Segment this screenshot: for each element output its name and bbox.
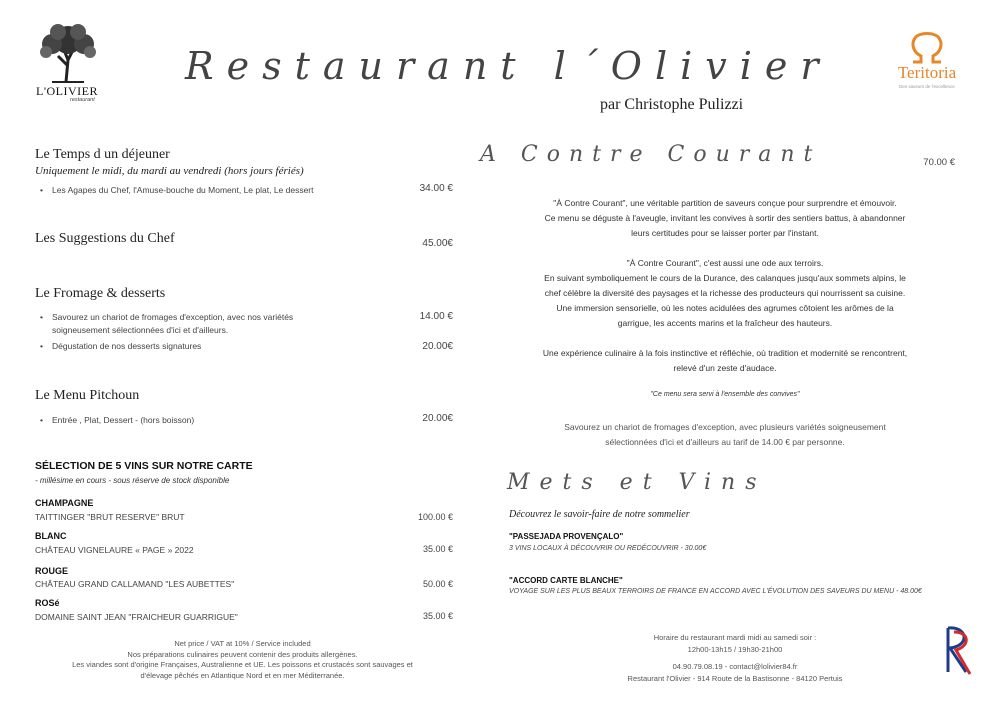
para-line: sélectionnées d'ici et d'ailleurs au tarif de 14.00 € par personne. [605,437,845,447]
pitchoun-title: Le Menu Pitchoun [35,388,140,403]
pitchoun-price: 20.00€ [422,413,453,424]
footer-line: 04.90.79.08.19 - contact@lolivier84.fr [672,662,798,671]
republique-r-icon [940,624,976,676]
para-line: Une expérience culinaire à la fois instinctive et réfléchie, où tradition et modernité se rencontrent, [542,348,908,358]
para-line: En suivant symboliquement le cours de la Durance, des calanques jusqu'aux sommets alpins, le [544,273,906,283]
footer-line: Les viandes sont d'origine Françaises, Australienne et UE. Les poissons et crustacés sont sauvages et [72,660,413,669]
footer-line: 12h00-13h15 / 19h30-21h00 [687,644,783,654]
dejeuner-subtitle: Uniquement le midi, du mardi au vendredi (hors jours fériés) [35,165,304,177]
fromage-item-1-line2: soigneusement sélectionnées d'ici et d'ailleurs. [52,325,229,335]
olive-tree-icon [28,22,108,84]
wine-category: CHAMPAGNE [35,498,94,508]
contre-courant-para-4 [490,420,960,450]
wine-name: DOMAINE SAINT JEAN "FRAICHEUR GUARRIGUE" [35,612,238,622]
omega-icon [907,30,947,64]
pitchoun-item: • Entrée , Plat, Dessert - (hors boisson) [52,414,194,427]
para-line: relevé d'un zeste d'audace. [673,363,777,373]
para-line: "À Contre Courant", c'est aussi une ode aux terroirs. [626,258,824,268]
footer-line: Horaire du restaurant mardi midi au samedi soir : [653,633,817,642]
para-line: Une immersion sensorielle, où les notes acidulées des agrumes côtoient les arômes de la [556,303,894,313]
wine-name: CHÂTEAU GRAND CALLAMAND "LES AUBETTES" [35,579,235,589]
fromage-item-1-line1: Savourez un chariot de fromages d'exception, avec nos variétés [52,312,294,322]
offer-desc: VOYAGE SUR LES PLUS BEAUX TERROIRS DE FRANCE EN ACCORD AVEC L'ÉVOLUTION DES SAVEURS DU MENU - 48.00€ [509,588,922,595]
para-line: leurs certitudes pour se laisser porter par l'instant. [631,228,819,238]
vins-subtitle: - millésime en cours - sous réserve de stock disponible [35,476,230,485]
contre-courant-title: A Contre Courant [480,142,822,167]
wine-category: BLANC [35,531,67,541]
footer-line: d'élevage pêchés en Atlantique Nord et en mer Méditerranée. [140,670,345,680]
teritoria-sub: Des saveurs de l'excellence [899,84,955,89]
para-line: Ce menu se déguste à l'aveugle, invitant les convives à sortir des sentiers battus, à abandonner [544,213,906,223]
contre-courant-note: "Ce menu sera servi à l'ensemble des convives" [650,391,800,398]
wine-price: 35.00 € [422,611,453,621]
suggestions-title: Les Suggestions du Chef [35,231,175,246]
offer-name: "ACCORD CARTE BLANCHE" [509,576,623,585]
fromage-item-2-price: 20.00€ [422,341,453,352]
contre-courant-para-2 [490,256,960,331]
wine-name: TAITTINGER "BRUT RESERVE" BRUT [35,512,185,522]
offer-desc: 3 VINS LOCAUX À DÉCOUVRIR OU REDÉCOUVRIR - 30.00€ [509,545,707,552]
dejeuner-item: • Les Agapes du Chef, l'Amuse-bouche du Moment, Le plat, Le dessert [52,184,314,197]
fromage-item-2: • Dégustation de nos desserts signatures [52,340,201,353]
teritoria-name: Teritoria [897,63,957,82]
contre-courant-para-1 [490,196,960,241]
footer-line: Restaurant l'Olivier - 914 Route de la Bastisonne - 84120 Pertuis [627,673,843,683]
teritoria-logo [884,30,970,106]
dejeuner-price: 34.00 € [419,183,453,194]
contre-courant-price: 70.00 € [923,157,955,168]
vins-title: SÉLECTION DE 5 VINS SUR NOTRE CARTE [35,460,253,472]
rf-logo [940,624,976,676]
para-line: Savourez un chariot de fromages d'exception, avec plusieurs variétés soigneusement [564,422,886,432]
left-footer [40,639,445,681]
fromage-title: Le Fromage & desserts [35,286,166,301]
byline: par Christophe Pulizzi [600,96,744,113]
mets-vins-title: Mets et Vins [507,470,767,495]
olivier-logo [28,22,108,104]
fromage-item-1-price: 14.00 € [419,311,453,322]
offer-name: "PASSEJADA PROVENÇALO" [509,532,624,541]
mets-vins-subtitle: Découvrez le savoir-faire de notre sommelier [509,509,690,520]
footer-line: Net price / VAT at 10% / Service included [174,639,311,648]
wine-price: 100.00 € [417,512,453,522]
wine-price: 50.00 € [422,579,453,589]
para-line: garrigue, les accents marins et la fraîcheur des hauteurs. [617,318,833,328]
wine-category: ROUGE [35,566,69,576]
suggestions-price: 45.00€ [422,238,453,249]
para-line: "À Contre Courant", une véritable partition de saveurs conçue pour surprendre et émouvoir. [553,198,897,208]
para-line: chef célèbre la diversité des paysages et la richesse des producteurs qui nourrissent sa cuisine. [544,288,906,298]
dejeuner-title: Le Temps d un déjeuner [35,147,170,162]
olivier-logo-name: L'OLIVIER [36,84,98,98]
footer-line: Nos préparations culinaires peuvent contenir des produits allergènes. [127,649,358,659]
olivier-logo-sub: restaurant [70,97,95,103]
wine-price: 35.00 € [422,544,453,554]
right-footer [590,632,880,684]
wine-category: ROSé [35,598,60,608]
page-title: Restaurant l´Olivier [185,44,832,88]
wine-name: CHÂTEAU VIGNELAURE « PAGE » 2022 [35,545,194,555]
fromage-item-1 [52,311,362,337]
contre-courant-para-3 [490,346,960,376]
